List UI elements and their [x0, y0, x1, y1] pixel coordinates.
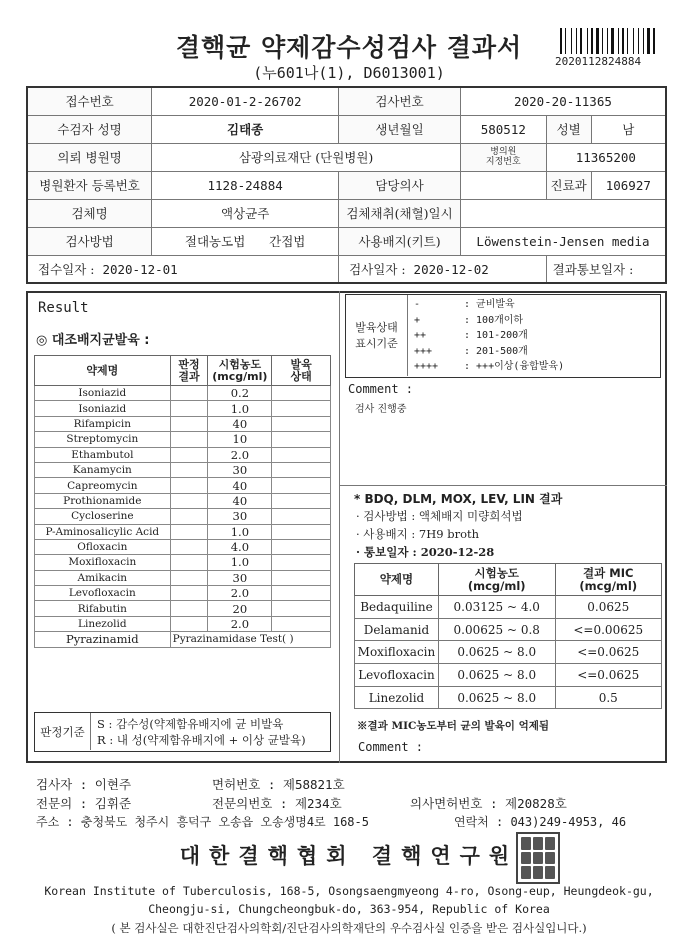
criteria-box: [34, 712, 331, 752]
doctor-label: 담당의사: [339, 171, 461, 199]
receipt-no-label: 접수번호: [27, 87, 152, 115]
legend-row: [414, 297, 564, 313]
legend-desc: : 100개이하: [464, 314, 524, 326]
drug-growth: [272, 432, 331, 447]
barcode-number: 2020112824884: [555, 55, 642, 68]
drug-result: [170, 447, 208, 462]
medium: Löwenstein-Jensen media: [460, 227, 666, 255]
patient-info-table: [26, 86, 667, 284]
drug-result: [170, 416, 208, 431]
mic-result-table: [354, 563, 662, 709]
specialist: 전문의 : 김휘준: [36, 796, 132, 811]
drug-row: [35, 447, 331, 462]
drug-row: [35, 586, 331, 601]
mic-drug: Delamanid: [355, 618, 439, 641]
legend-label-1: 발육상태: [355, 320, 398, 334]
growth-legend: [345, 294, 661, 378]
mic-drug: Bedaquiline: [355, 596, 439, 619]
legend-desc: : 균비발육: [464, 299, 515, 310]
mic-col-mic: 결과 MIC (mcg/ml): [555, 564, 662, 596]
mic-row: [355, 618, 662, 641]
drug-name: Isoniazid: [35, 386, 171, 401]
col-result: 판정 결과: [170, 356, 208, 386]
legend-symbol: -: [414, 299, 421, 310]
mic-drug: Levofloxacin: [355, 664, 439, 687]
legend-symbol: ++++: [414, 361, 439, 372]
drug-result: [170, 555, 208, 570]
medium-label: 사용배지(키트): [339, 227, 461, 255]
section-divider: [340, 485, 667, 486]
hospital-name: 삼광의료재단 (단원병원): [152, 143, 461, 171]
dob-label: 생년월일: [339, 115, 461, 143]
criteria-r: R : 내 성(약제함유배지에 + 이상 균발육): [97, 733, 306, 747]
drug-name: Kanamycin: [35, 462, 171, 477]
reg-no-label: 병원환자 등록번호: [27, 171, 152, 199]
comment-label: Comment :: [348, 382, 414, 396]
specimen: 액상균주: [152, 199, 339, 227]
drug-growth: [272, 447, 331, 462]
drug-growth: [272, 386, 331, 401]
hospital-code: 11365200: [546, 143, 666, 171]
drug-growth: [272, 509, 331, 524]
method-label: 검사방법: [27, 227, 152, 255]
drug-row: [35, 416, 331, 431]
license-no: 면허번호 : 제58821호: [212, 777, 345, 792]
method-name: 절대농도법: [184, 234, 246, 249]
barcode-image: [560, 28, 656, 54]
mic-value: 0.0625: [555, 596, 662, 619]
tested-label: 검사일자 :: [349, 261, 406, 277]
contact: 연락처 : 043)249-4953, 46: [454, 815, 627, 829]
drug-conc: 1.0: [208, 401, 272, 416]
drug-name: P-Aminosalicylic Acid: [35, 524, 171, 539]
drug-conc: 40: [208, 416, 272, 431]
drug-row: [35, 478, 331, 493]
drug-result: [170, 524, 208, 539]
mic-section-title: * BDQ, DLM, MOX, LEV, LIN 결과: [354, 492, 563, 506]
mic-comment-label: Comment :: [358, 740, 424, 754]
hospital-code-label-1: 병의원: [490, 147, 517, 157]
drug-name: Cycloserine: [35, 509, 171, 524]
mic-range: 0.03125 ~ 4.0: [438, 596, 555, 619]
drug-name: Ofloxacin: [35, 539, 171, 554]
drug-name: Streptomycin: [35, 432, 171, 447]
drug-name: Linezolid: [35, 616, 171, 631]
mic-range: 0.00625 ~ 0.8: [438, 618, 555, 641]
legend-label-2: 표시기준: [355, 336, 398, 350]
col-conc: 시험농도 (mcg/ml): [208, 356, 272, 386]
test-no-label: 검사번호: [339, 87, 461, 115]
drug-result: [170, 570, 208, 585]
drug-growth: [272, 462, 331, 477]
tested-date: 2020-12-02: [413, 261, 489, 277]
legend-row: [414, 313, 564, 329]
drug-result-table: [34, 355, 331, 648]
drug-name: Prothionamide: [35, 493, 171, 508]
drug-row: [35, 570, 331, 585]
drug-conc: 30: [208, 462, 272, 477]
drug-conc: 0.2: [208, 386, 272, 401]
legend-desc: : 101-200개: [464, 330, 528, 341]
drug-name: Ethambutol: [35, 447, 171, 462]
drug-conc: 20: [208, 601, 272, 616]
address: 주소 : 충청북도 청주시 흥덕구 오송읍 오송생명4로 168-5: [36, 815, 369, 829]
legend-row: [414, 359, 564, 375]
collect-date: [460, 199, 666, 227]
dept-label: 진료과: [546, 171, 591, 199]
legend-label: [346, 295, 408, 376]
legend-row: [414, 328, 564, 344]
drug-conc: 30: [208, 570, 272, 585]
drug-name: Moxifloxacin: [35, 555, 171, 570]
drug-growth: [272, 539, 331, 554]
drug-conc: 2.0: [208, 447, 272, 462]
drug-growth: [272, 478, 331, 493]
drug-conc: 10: [208, 432, 272, 447]
drug-result: [170, 493, 208, 508]
legend-symbol: +: [414, 314, 421, 326]
mic-medium: · 사용배지 : 7H9 broth: [356, 527, 480, 541]
hospital-label: 의뢰 병원명: [27, 143, 152, 171]
pyrazinamide-test: Pyrazinamidase Test( ): [170, 632, 330, 647]
drug-growth: [272, 601, 331, 616]
report-label: 결과통보일자 :: [552, 261, 634, 277]
mic-row: [355, 641, 662, 664]
drug-growth: [272, 616, 331, 631]
certification-note: ( 본 검사실은 대한진단검사의학회/진단검사의학재단의 우수검사실 인증을 받은 검사실입니다.): [111, 921, 587, 935]
comment-text: 검사 진행중: [355, 404, 407, 415]
drug-row: [35, 524, 331, 539]
criteria-s: S : 감수성(약제함유배지에 균 비발육: [97, 717, 284, 731]
doctor-license: 의사면허번호 : 제20828호: [410, 796, 567, 811]
legend-symbol: ++: [414, 330, 427, 341]
legend-desc: : +++이상(융합발육): [464, 361, 565, 372]
name-label: 수검자 성명: [27, 115, 152, 143]
drug-growth: [272, 416, 331, 431]
method: [152, 227, 339, 255]
official-seal-icon: [516, 832, 560, 884]
dept: 106927: [591, 171, 666, 199]
drug-result: [170, 462, 208, 477]
drug-growth: [272, 586, 331, 601]
legend-symbol: +++: [414, 345, 433, 357]
drug-row: [35, 432, 331, 447]
drug-row: [35, 401, 331, 416]
mic-value: <=0.00625: [555, 618, 662, 641]
drug-name: Isoniazid: [35, 401, 171, 416]
mic-range: 0.0625 ~ 8.0: [438, 664, 555, 687]
report-date-cell: [546, 255, 666, 283]
legend-desc: : 201-500개: [464, 345, 528, 357]
pyrazinamide-name: Pyrazinamid: [35, 632, 171, 647]
col-drug: 약제명: [35, 356, 171, 386]
mic-row: [355, 664, 662, 687]
drug-name: Levofloxacin: [35, 586, 171, 601]
mic-row: [355, 596, 662, 619]
drug-name: Amikacin: [35, 570, 171, 585]
drug-growth: [272, 401, 331, 416]
drug-growth: [272, 524, 331, 539]
drug-row: [35, 509, 331, 524]
mic-method: · 검사방법 : 액체배지 미량희석법: [356, 509, 523, 523]
legend-row: [414, 344, 564, 360]
control-growth-label: ◎ 대조배지균발육 :: [36, 333, 150, 348]
drug-conc: 4.0: [208, 539, 272, 554]
mic-range: 0.0625 ~ 8.0: [438, 641, 555, 664]
drug-conc: 1.0: [208, 524, 272, 539]
organization-address-1: Korean Institute of Tuberculosis, 168-5, Osongsaengmyeong 4-ro, Osong-eup, Heungdeok-gu,: [44, 884, 654, 898]
drug-name: Rifampicin: [35, 416, 171, 431]
drug-conc: 2.0: [208, 616, 272, 631]
patient-name: 김태종: [152, 115, 339, 143]
drug-result: [170, 586, 208, 601]
drug-conc: 40: [208, 493, 272, 508]
mic-drug: Linezolid: [355, 686, 439, 709]
drug-name: Capreomycin: [35, 478, 171, 493]
collect-date-label: 검체채취(채혈)일시: [339, 199, 461, 227]
doctor: [460, 171, 546, 199]
mic-value: 0.5: [555, 686, 662, 709]
specimen-label: 검체명: [27, 199, 152, 227]
sex-label: 성별: [546, 115, 591, 143]
mic-range: 0.0625 ~ 8.0: [438, 686, 555, 709]
received-label: 접수일자 :: [38, 261, 95, 277]
dob: 580512: [460, 115, 546, 143]
received-date: 2020-12-01: [102, 261, 178, 277]
drug-result: [170, 478, 208, 493]
drug-growth: [272, 555, 331, 570]
drug-result: [170, 601, 208, 616]
mic-report-date: · 통보일자 : 2020-12-28: [356, 545, 495, 559]
mic-row: [355, 686, 662, 709]
received-date-cell: [27, 255, 339, 283]
mic-drug: Moxifloxacin: [355, 641, 439, 664]
drug-row: [35, 462, 331, 477]
drug-conc: 1.0: [208, 555, 272, 570]
drug-row: [35, 386, 331, 401]
drug-row: [35, 601, 331, 616]
mic-note: ※결과 MIC농도부터 균의 발육이 억제됨: [357, 720, 550, 732]
mic-col-drug: 약제명: [355, 564, 439, 596]
criteria-label: 판정기준: [35, 713, 91, 750]
receipt-no: 2020-01-2-26702: [152, 87, 339, 115]
hospital-code-label: [460, 143, 546, 171]
mic-col-range: 시험농도 (mcg/ml): [438, 564, 555, 596]
organization-name: 대한결핵협회 결핵연구원: [179, 844, 519, 868]
specialist-no: 전문의번호 : 제234호: [212, 796, 342, 811]
drug-row: [35, 493, 331, 508]
mic-value: <=0.0625: [555, 664, 662, 687]
drug-growth: [272, 493, 331, 508]
drug-growth: [272, 570, 331, 585]
test-no: 2020-20-11365: [460, 87, 666, 115]
examiner: 검사자 : 이현주: [36, 777, 132, 792]
document-subtitle: (누601나(1), D6013001): [253, 64, 445, 82]
drug-name: Rifabutin: [35, 601, 171, 616]
drug-conc: 2.0: [208, 586, 272, 601]
result-divider: [339, 291, 340, 763]
drug-row: [35, 555, 331, 570]
reg-no: 1128-24884: [152, 171, 339, 199]
col-growth: 발육 상태: [272, 356, 331, 386]
mic-value: <=0.0625: [555, 641, 662, 664]
drug-row: [35, 616, 331, 631]
tested-date-cell: [339, 255, 547, 283]
organization-address-2: Cheongju-si, Chungcheongbuk-do, 363-954, Republic of Korea: [148, 902, 550, 916]
drug-result: [170, 432, 208, 447]
drug-result: [170, 401, 208, 416]
hospital-code-label-2: 지정번호: [485, 157, 521, 167]
drug-result: [170, 616, 208, 631]
sex: 남: [591, 115, 666, 143]
drug-conc: 40: [208, 478, 272, 493]
drug-result: [170, 539, 208, 554]
document-title: 결핵균 약제감수성검사 결과서: [175, 33, 523, 62]
method-type: 간접법: [269, 234, 306, 249]
drug-row: [35, 539, 331, 554]
drug-result: [170, 386, 208, 401]
drug-result: [170, 509, 208, 524]
drug-conc: 30: [208, 509, 272, 524]
result-heading: Result: [38, 300, 89, 316]
